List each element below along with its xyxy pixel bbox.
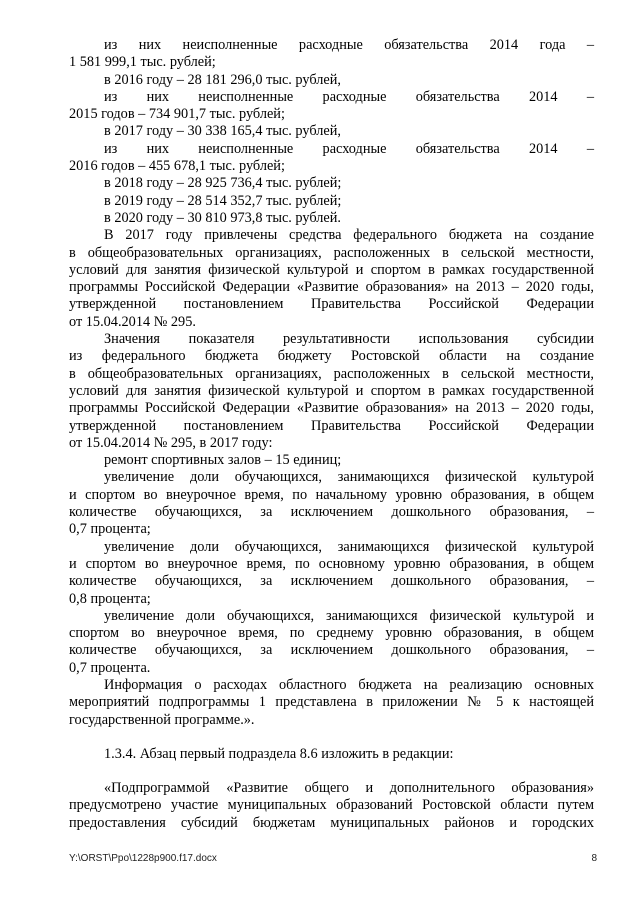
text-line: 1 581 999,1 тыс. рублей; (69, 54, 216, 71)
text-line: от 15.04.2014 № 295. (69, 313, 196, 330)
text-line: программы Российской Федерации «Развитие образования» на 2013 – 2020 годы, (69, 279, 594, 296)
text-line: и спортом во внеурочное время, по основному уровню образования, в общем (69, 555, 594, 572)
text-line: ремонт спортивных залов – 15 единиц; (104, 452, 342, 469)
text-line: мероприятий подпрограммы 1 представлена в приложении № 5 к настоящей (69, 694, 594, 711)
text-line: и спортом во внеурочное время, по начальному уровню образования, в общем (69, 486, 594, 503)
file-path: Y:\ORST\Ppo\1228p900.f17.docx (69, 853, 217, 864)
text-line: в 2020 году – 30 810 973,8 тыс. рублей. (104, 209, 341, 226)
text-line: условий для занятия физической культурой и спортом в рамках государственной (69, 382, 594, 399)
text-line: увеличение доли обучающихся, занимающихся физической культурой (104, 538, 594, 555)
text-line: от 15.04.2014 № 295, в 2017 году: (69, 434, 273, 451)
text-line: Значения показателя результативности использования субсидии (104, 331, 594, 348)
text-line: утвержденной постановлением Правительства Российской Федерации (69, 417, 594, 434)
text-line: увеличение доли обучающихся, занимающихся физической культурой (104, 469, 594, 486)
text-line: в общеобразовательных организациях, расположенных в сельской местности, (69, 365, 594, 382)
text-line: из них неисполненные расходные обязательства 2014 года – (104, 37, 594, 53)
page-number: 8 (591, 853, 597, 864)
text-line: 0,7 процента; (69, 521, 151, 538)
text-line: в 2017 году – 30 338 165,4 тыс. рублей, (104, 123, 341, 140)
text-line: В 2017 году привлечены средства федерального бюджета на создание (104, 227, 594, 244)
text-line: количестве обучающихся, за исключением дошкольного образования, – (69, 642, 594, 659)
text-line: государственной программе.». (69, 711, 255, 728)
text-line: программы Российской Федерации «Развитие образования» на 2013 – 2020 годы, (69, 400, 594, 417)
text-line: увеличение доли обучающихся, занимающихся физической культурой и (104, 607, 594, 624)
text-line: в 2019 году – 28 514 352,7 тыс. рублей; (104, 192, 342, 209)
text-line: 2015 годов – 734 901,7 тыс. рублей; (69, 106, 285, 123)
text-line: предусмотрено участие муниципальных образований Ростовской области путем (69, 797, 594, 814)
text-line: предоставления субсидий бюджетам муниципальных районов и городских (69, 814, 594, 831)
text-line: из них неисполненные расходные обязательства 2014 – (104, 140, 594, 157)
text-line: «Подпрограммой «Развитие общего и дополнительного образования» (104, 780, 594, 797)
text-line: 2016 годов – 455 678,1 тыс. рублей; (69, 158, 285, 175)
text-line: из них неисполненные расходные обязательства 2014 – (104, 88, 594, 105)
text-line: из федерального бюджета бюджету Ростовской области на создание (69, 348, 594, 365)
text-line: в 2018 году – 28 925 736,4 тыс. рублей; (104, 175, 342, 192)
text-line: количестве обучающихся, за исключением дошкольного образования, – (69, 573, 594, 590)
text-line: спортом во внеурочное время, по среднему уровню образования, в общем (69, 625, 594, 642)
section-heading: 1.3.4. Абзац первый подраздела 8.6 изложить в редакции: (104, 745, 454, 762)
text-line: Информация о расходах областного бюджета на реализацию основных (104, 676, 594, 693)
text-line: условий для занятия физической культурой и спортом в рамках государственной (69, 261, 594, 278)
document-body (69, 37, 594, 832)
text-line: количестве обучающихся, за исключением дошкольного образования, – (69, 504, 594, 521)
text-line: в общеобразовательных организациях, расположенных в сельской местности, (69, 244, 594, 261)
text-line: в 2016 году – 28 181 296,0 тыс. рублей, (104, 71, 341, 88)
text-line: утвержденной постановлением Правительства Российской Федерации (69, 296, 594, 313)
text-line: 0,8 процента; (69, 590, 151, 607)
text-line: 0,7 процента. (69, 659, 151, 676)
